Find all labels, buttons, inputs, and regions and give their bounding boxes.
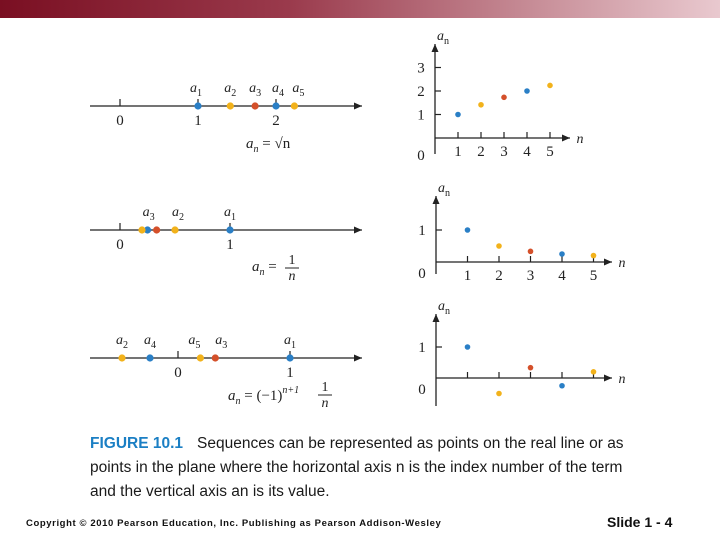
caption-text: Sequences can be represented as points on the real line or as points in the plane where the horizontal axis n is the index number of the term and the vertical axis an is its value. (90, 435, 624, 500)
plane-chart-4-point-5 (591, 253, 597, 259)
slide-number: Slide 1 - 4 (607, 514, 673, 530)
line-chart-1-tick-label-1: 1 (194, 113, 202, 129)
plane-chart-4-x-title: n (618, 256, 626, 271)
plane-chart-6-x-axis-arrowhead (604, 375, 612, 382)
line-chart-3-tick-label-1: 1 (226, 237, 234, 253)
line-chart-1-label-a3: $a_3$ (249, 81, 262, 99)
plane-chart-4-point-3 (528, 249, 534, 255)
plane-chart-2-y-axis-arrowhead (432, 44, 439, 52)
plane-chart-4-x-tick-label-3: 3 (526, 268, 535, 284)
plane-chart-4-x-tick-label-1: 1 (463, 268, 472, 284)
plane-chart-2-x-axis-arrowhead (562, 135, 570, 142)
line-chart-3-label-a2: $a_2$ (171, 205, 185, 223)
plane-chart-2-point-1 (455, 112, 461, 118)
line-chart-1-point-a3 (251, 102, 258, 109)
line-chart-5-label-a1: $a_1$ (283, 333, 297, 351)
plane-chart-4-y-tick-label-0: 1 (418, 223, 426, 239)
line-chart-1-label-a1: $a_1$ (189, 81, 203, 99)
plane-chart-4-x-tick-label-4: 4 (558, 268, 566, 284)
plane-chart-2-x-tick-label-2: 2 (477, 144, 485, 160)
plane-chart-4-x-axis-arrowhead (604, 259, 612, 266)
plane-chart-4-x-tick-label-2: 2 (495, 268, 503, 284)
plane-chart-2-x-title: n (576, 132, 584, 147)
line-chart-1-tick-label-2: 2 (272, 113, 280, 129)
line-chart-5-tick-label-0: 0 (174, 365, 182, 381)
line-chart-1-point-a2 (227, 102, 234, 109)
line-chart-3-point-a5 (138, 226, 145, 233)
plane-chart-6-point-2 (496, 391, 502, 397)
figure-label: FIGURE 10.1 (90, 435, 184, 452)
plane-chart-4-point-2 (496, 243, 502, 249)
figure-10-1 (0, 18, 720, 438)
plane-chart-2-x-tick-label-4: 4 (523, 144, 531, 160)
line-chart-1-point-a5 (291, 102, 298, 109)
line-chart-1-point-a4 (272, 102, 279, 109)
line-chart-1-label-a4: $a_4$ (271, 81, 285, 99)
plane-chart-2-y-tick-label-1: 2 (417, 84, 425, 100)
line-chart-3-formula: $a_n$ = (252, 259, 277, 278)
line-chart-5-label-a5: $a_5$ (188, 333, 201, 351)
line-chart-1-point-a1 (194, 102, 201, 109)
plane-chart-2-x-tick-label-5: 5 (546, 144, 554, 160)
line-chart-5-point-a1 (286, 354, 293, 361)
plane-chart-6-y-title: $a_n$ (437, 299, 451, 317)
line-chart-3-formula-denominator: n (288, 269, 296, 284)
line-chart-1-formula: $a_n = √n$ (246, 136, 291, 155)
line-chart-5-point-a2 (118, 354, 125, 361)
plane-chart-6-x-title: n (618, 372, 626, 387)
figure-caption (90, 432, 650, 504)
plane-chart-4-y-axis-arrowhead (433, 196, 440, 204)
line-chart-3-tick-label-0: 0 (116, 237, 124, 253)
plane-chart-4-point-4 (559, 251, 565, 257)
plane-chart-4-x-tick-label-0: 0 (418, 266, 426, 282)
header-bar (0, 0, 720, 18)
plane-chart-6-y-tick-label-0: 1 (418, 340, 426, 356)
line-chart-5-point-a4 (146, 354, 153, 361)
plane-chart-2-point-3 (501, 94, 507, 100)
line-chart-3-point-a3 (153, 226, 160, 233)
line-chart-5-label-a2: $a_2$ (115, 333, 129, 351)
line-chart-1-label-a5: $a_5$ (292, 81, 305, 99)
plane-chart-6-point-3 (528, 365, 534, 371)
copyright-notice: Copyright © 2010 Pearson Education, Inc. Publishing as Pearson Addison-Wesley (26, 518, 442, 529)
line-chart-5-tick-label-1: 1 (286, 365, 294, 381)
line-chart-3-point-a1 (226, 226, 233, 233)
line-chart-5-label-a4: $a_4$ (143, 333, 157, 351)
line-chart-5-formula-numerator: 1 (321, 380, 329, 395)
plane-chart-2-x-tick-label-1: 1 (454, 144, 462, 160)
line-chart-3-axis-arrowhead (354, 227, 362, 234)
plane-chart-6-point-4 (559, 383, 565, 389)
line-chart-5-formula: $a_n = (-1)^{n+1}$ (228, 385, 300, 407)
line-chart-3-point-a2 (171, 226, 178, 233)
line-chart-5-point-a5 (197, 354, 204, 361)
plane-chart-2-x-tick-label-3: 3 (500, 144, 508, 160)
plane-chart-2-y-tick-label-0: 1 (417, 107, 425, 124)
line-chart-5-formula-denominator: n (321, 396, 329, 411)
line-chart-3-label-a3: $a_3$ (142, 205, 155, 223)
plane-chart-2-y-title: $a_n$ (436, 29, 450, 47)
line-chart-5-point-a3 (212, 354, 219, 361)
plane-chart-2-point-2 (478, 102, 484, 108)
plane-chart-2-point-5 (547, 83, 553, 89)
line-chart-1-tick-label-0: 0 (116, 113, 124, 129)
line-chart-3-formula-numerator: 1 (288, 253, 296, 268)
plane-chart-6-point-1 (465, 344, 471, 350)
line-chart-5-axis-arrowhead (354, 355, 362, 362)
line-chart-1-label-a2: $a_2$ (224, 81, 237, 99)
plane-chart-6-point-5 (591, 369, 597, 375)
plane-chart-6-y-axis-arrowhead (433, 314, 440, 322)
plane-chart-4-point-1 (465, 227, 471, 233)
line-chart-3-label-a1: $a_1$ (223, 205, 237, 223)
line-chart-5-label-a3: $a_3$ (215, 333, 228, 351)
plane-chart-6-x-tick-label-0: 0 (418, 382, 426, 398)
line-chart-1-axis-arrowhead (354, 103, 362, 110)
plane-chart-2-x-tick-label-0: 0 (417, 148, 425, 164)
plane-chart-4-y-title: $a_n$ (437, 181, 451, 199)
plane-chart-2-y-tick-label-2: 3 (417, 60, 425, 77)
plane-chart-4-x-tick-label-5: 5 (589, 268, 598, 284)
plane-chart-2-point-4 (524, 88, 530, 94)
